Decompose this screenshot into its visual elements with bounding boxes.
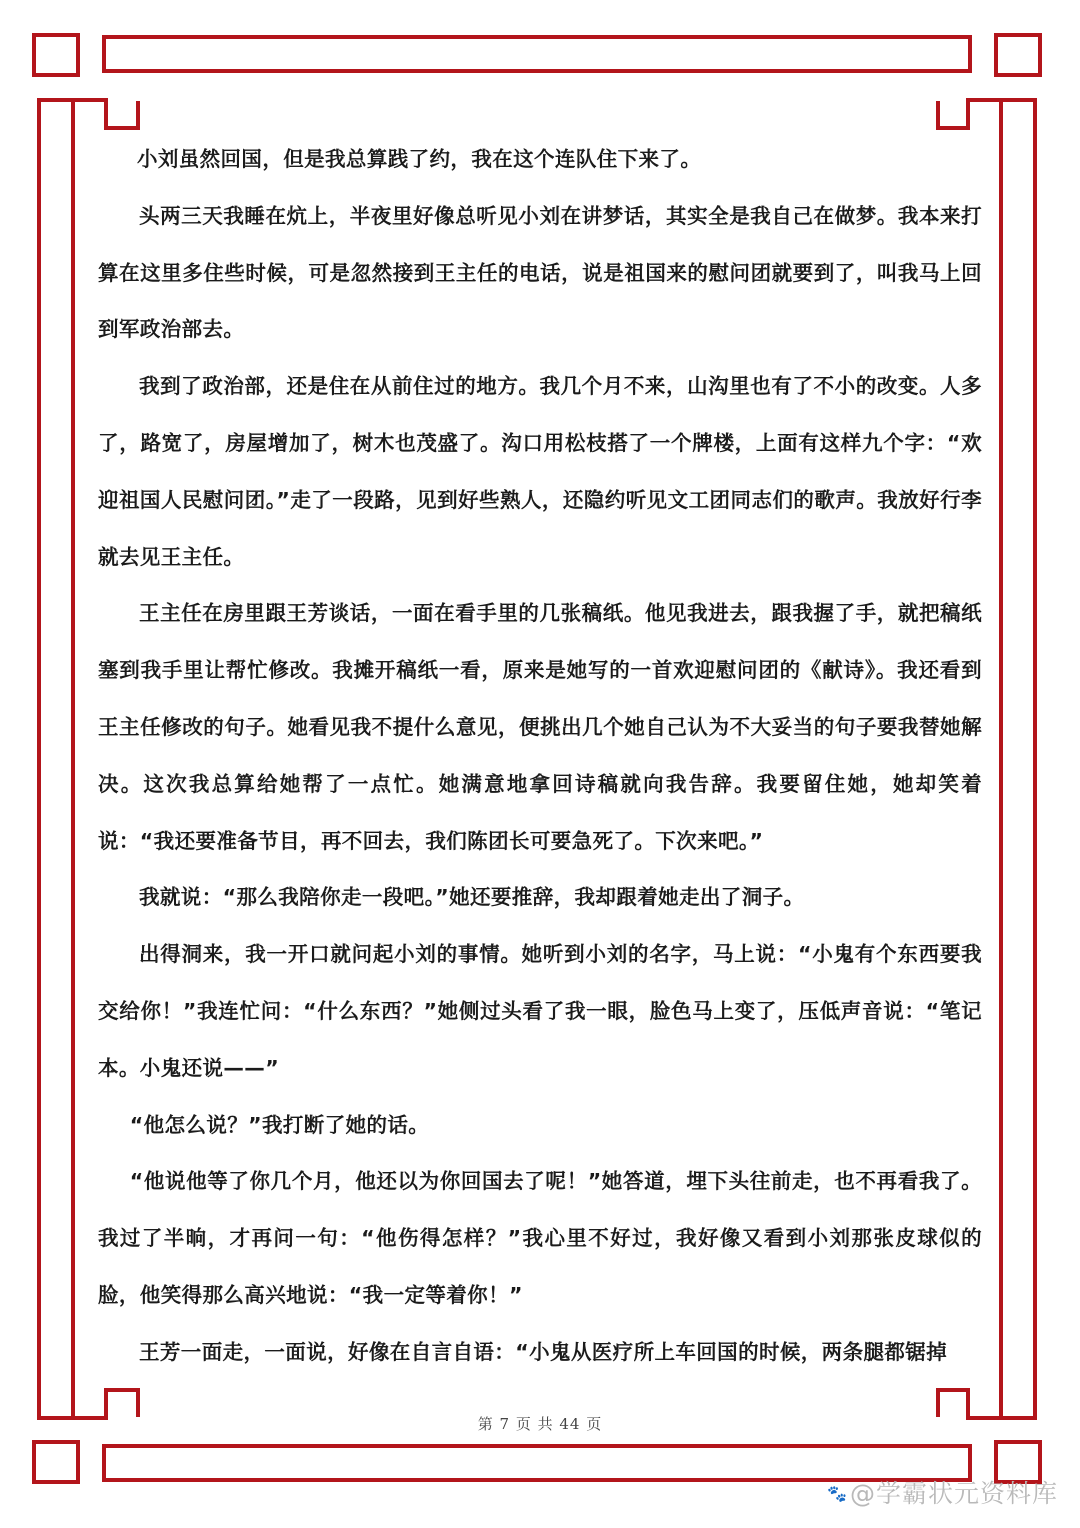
paragraph: 小刘虽然回国，但是我总算践了约，我在这个连队住下来了。 <box>136 147 702 171</box>
watermark-text: @学霸状元资料库 <box>849 1479 1058 1508</box>
paragraph: “他怎么说？”我打断了她的话。 <box>129 1112 430 1137</box>
paragraph: 王芳一面走，一面说，好像在自言自语：“小鬼从医疗所上车回国的时候，两条腿都锯掉 <box>139 1339 948 1364</box>
paw-icon: 🐾 <box>827 1484 848 1503</box>
paragraph: 我到了政治部，还是住在从前住过的地方。我几个月不来，山沟里也有了不小的改变。人多了，路宽了，房屋增加了，树木也茂盛了。沟口用松枝搭了一个牌楼，上面有这样九个字：“欢迎祖国人民慰问团。”走了一段路，见到好些熟人，还隐约听见文工团同志们的歌声。我放好行李就去见王主任。 <box>98 374 982 569</box>
paragraph: 头两三天我睡在炕上，半夜里好像总听见小刘在讲梦话，其实全是我自己在做梦。我本来打算在这里多住些时候，可是忽然接到王主任的电话，说是祖国来的慰问团就要到了，叫我马上回到军政治部去。 <box>98 203 982 342</box>
paragraph: 王主任在房里跟王芳谈话，一面在看手里的几张稿纸。他见我进去，跟我握了手，就把稿纸塞到我手里让帮忙修改。我摊开稿纸一看，原来是她写的一首欢迎慰问团的《献诗》。我还看到王主任修改的句子。她看见我不提什么意见，便挑出几个她自己认为不大妥当的句子要我替她解决。这次我总算给她帮了一点忙。她满意地拿回诗稿就向我告辞。我要留住她，她却笑着说：“我还要准备节目，再不回去，我们陈团长可要急死了。下次来吧。” <box>98 601 982 853</box>
article-body <box>98 131 982 1381</box>
paragraph: “他说他等了你几个月，他还以为你回国去了呢！”她答道，埋下头往前走，也不再看我了。我过了半晌，才再问一句：“他伤得怎样？”我心里不好过，我好像又看到小刘那张皮球似的脸，他笑得那么高兴地说：“我一定等着你！” <box>98 1169 982 1307</box>
page-number: 第 7 页 共 44 页 <box>477 1415 603 1433</box>
paragraph: 我就说：“那么我陪你走一段吧。”她还要推辞，我却跟着她走出了洞子。 <box>139 885 805 910</box>
paragraph: 出得洞来，我一开口就问起小刘的事情。她听到小刘的名字，马上说：“小鬼有个东西要我交给你！”我连忙问：“什么东西？”她侧过头看了我一眼，脸色马上变了，压低声音说：“笔记本。小鬼还说——” <box>98 942 982 1080</box>
watermark <box>827 1474 1058 1510</box>
